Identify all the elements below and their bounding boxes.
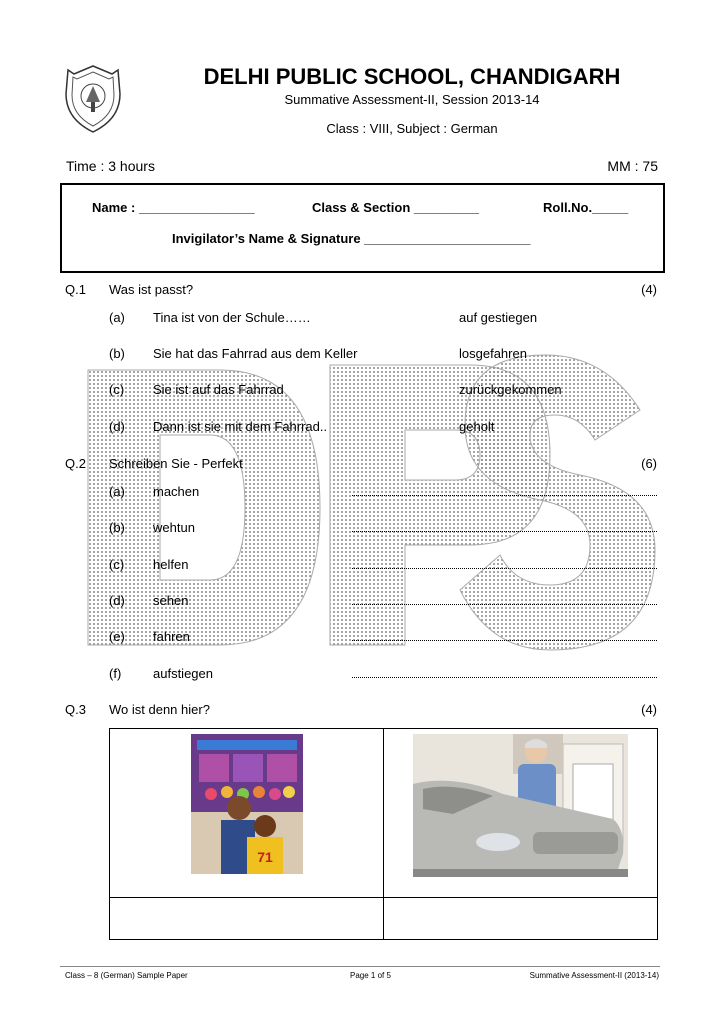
q2-item-label: (c) bbox=[109, 557, 125, 572]
dps-watermark bbox=[60, 350, 660, 660]
class-section-field[interactable]: Class & Section _________ bbox=[312, 200, 479, 215]
shirt-number: 71 bbox=[257, 849, 273, 865]
q1-item-option: geholt bbox=[459, 419, 495, 434]
q2-answer-line[interactable] bbox=[352, 677, 657, 678]
q3-title: Wo ist denn hier? bbox=[109, 702, 210, 717]
q1-item-label: (d) bbox=[109, 419, 125, 434]
q2-answer-line[interactable] bbox=[352, 531, 657, 532]
footer-page-number: Page 1 of 5 bbox=[350, 971, 391, 980]
q3-number: Q.3 bbox=[65, 702, 86, 717]
q2-item-label: (b) bbox=[109, 520, 125, 535]
roll-number-field[interactable]: Roll.No._____ bbox=[543, 200, 629, 215]
q1-item-label: (c) bbox=[109, 382, 125, 397]
q2-item-verb: helfen bbox=[153, 557, 189, 572]
q1-item-label: (b) bbox=[109, 346, 125, 361]
q2-number: Q.2 bbox=[65, 456, 86, 471]
q1-marks: (4) bbox=[641, 282, 657, 297]
q2-answer-line[interactable] bbox=[352, 604, 657, 605]
class-subject: Class : VIII, Subject : German bbox=[326, 121, 498, 136]
q1-title: Was ist passt? bbox=[109, 282, 194, 297]
q2-item-label: (e) bbox=[109, 629, 125, 644]
car-photo bbox=[413, 734, 628, 877]
q3-marks: (4) bbox=[641, 702, 657, 717]
name-field[interactable]: Name : ________________ bbox=[92, 200, 255, 215]
session-subtitle: Summative Assessment-II, Session 2013-14 bbox=[284, 92, 540, 107]
q1-item-sentence: Dann ist sie mit dem Fahrrad.. bbox=[153, 419, 328, 434]
footer-right: Summative Assessment-II (2013-14) bbox=[529, 971, 659, 980]
q2-item-verb: aufstiegen bbox=[153, 666, 213, 681]
q2-item-verb: fahren bbox=[153, 629, 190, 644]
q1-item-option: losgefahren bbox=[459, 346, 527, 361]
q1-item-option: auf gestiegen bbox=[459, 310, 538, 325]
q2-answer-line[interactable] bbox=[352, 568, 657, 569]
table-divider bbox=[110, 897, 657, 898]
ice-cream-shop-photo bbox=[191, 734, 303, 874]
school-title: DELHI PUBLIC SCHOOL, CHANDIGARH bbox=[203, 64, 621, 89]
q2-answer-line[interactable] bbox=[352, 495, 657, 496]
q2-item-label: (f) bbox=[109, 666, 122, 681]
q1-item-option: zurückgekommen bbox=[459, 382, 562, 397]
max-marks: MM : 75 bbox=[607, 158, 658, 174]
q2-item-verb: wehtun bbox=[153, 520, 195, 535]
q2-marks: (6) bbox=[641, 456, 657, 471]
q2-item-label: (a) bbox=[109, 484, 125, 499]
q2-title: Schreiben Sie - Perfekt bbox=[109, 456, 243, 471]
q2-item-verb: machen bbox=[153, 484, 200, 499]
table-divider bbox=[383, 729, 384, 939]
q1-item-sentence: Sie ist auf das Fahrrad bbox=[153, 382, 284, 397]
student-info-box bbox=[60, 183, 665, 273]
q2-answer-line[interactable] bbox=[352, 640, 657, 641]
footer-left: Class – 8 (German) Sample Paper bbox=[65, 971, 188, 980]
invigilator-field[interactable]: Invigilator’s Name & Signature _______________________ bbox=[172, 231, 531, 246]
q2-item-label: (d) bbox=[109, 593, 125, 608]
q1-item-sentence: Tina ist von der Schule…… bbox=[153, 310, 311, 325]
time-allowed: Time : 3 hours bbox=[66, 158, 155, 174]
footer-divider bbox=[60, 966, 660, 967]
q2-item-verb: sehen bbox=[153, 593, 189, 608]
q1-item-label: (a) bbox=[109, 310, 125, 325]
q1-number: Q.1 bbox=[65, 282, 86, 297]
q1-item-sentence: Sie hat das Fahrrad aus dem Keller bbox=[153, 346, 358, 361]
school-logo bbox=[62, 64, 124, 134]
